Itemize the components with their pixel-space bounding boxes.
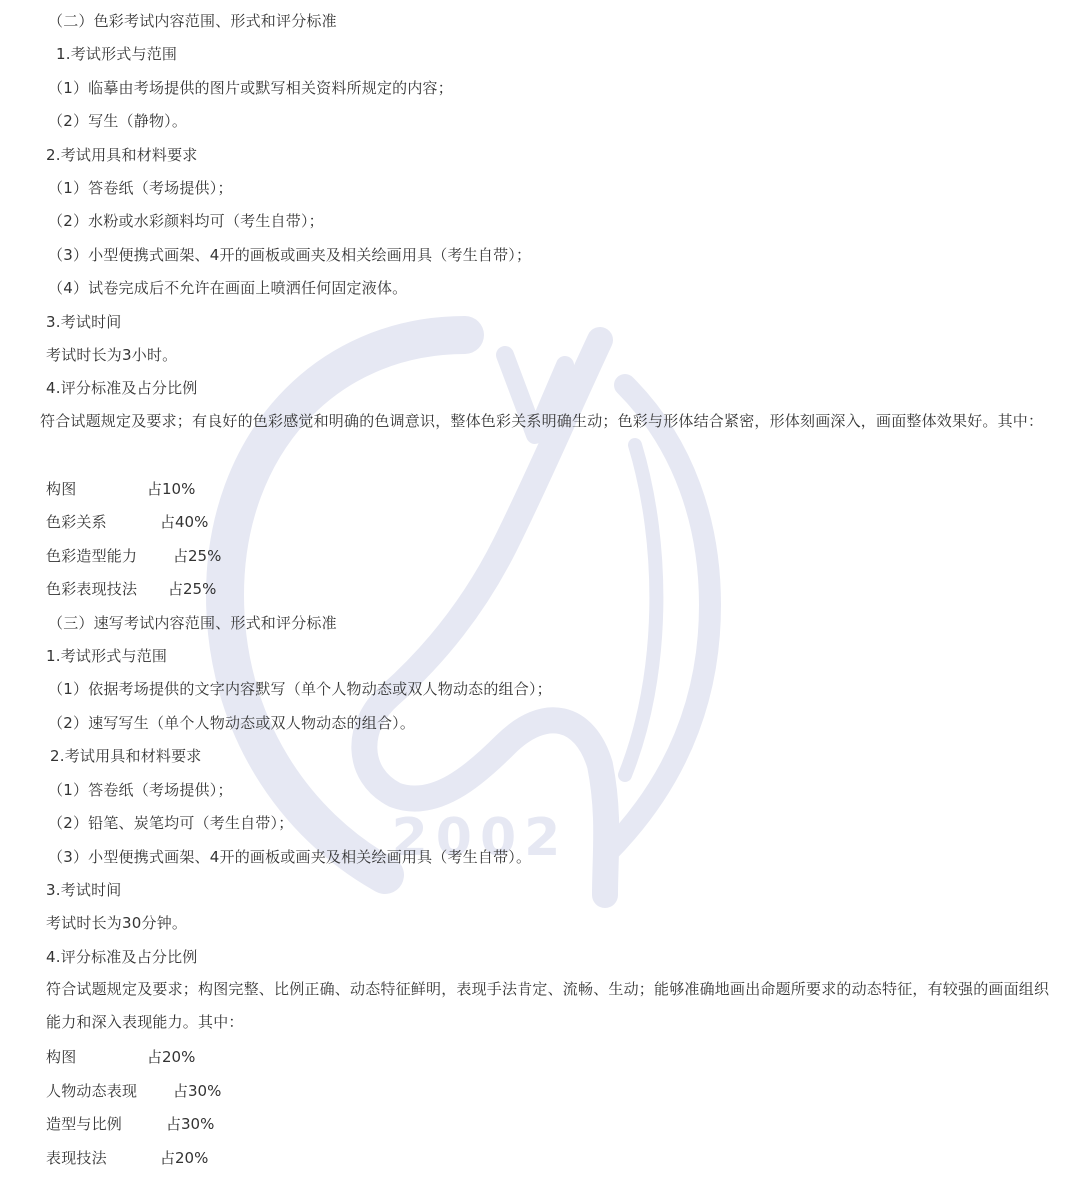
section2-criteria-pct: 占25%: [168, 580, 217, 598]
section3-s1-title: 1.考试形式与范围: [46, 647, 168, 665]
section2-s1-item: （1）临摹由考场提供的图片或默写相关资料所规定的内容；: [48, 79, 453, 97]
section2-s2-item: （3）小型便携式画架、4开的画板或画夹及相关绘画用具（考生自带）；: [48, 246, 532, 264]
section2-criteria-pct: 占25%: [173, 547, 222, 565]
section3-s3-text: 考试时长为30分钟。: [46, 914, 188, 932]
section3-s2-title: 2.考试用具和材料要求: [50, 747, 202, 765]
section2-criteria-name: 色彩关系: [46, 513, 107, 531]
section3-criteria-pct: 占20%: [160, 1149, 209, 1167]
section3-s1-item: （2）速写写生（单个人物动态或双人物动态的组合）。: [48, 714, 416, 732]
section3-s4-paragraph: 符合试题规定及要求；构图完整、比例正确、动态特征鲜明，表现手法肯定、流畅、生动；能够准确地画出命题所要求的动态特征，有较强的画面组织能力和深入表现能力。其中：: [46, 980, 1050, 1031]
section3-s2-item: （1）答卷纸（考场提供）；: [48, 781, 233, 799]
section2-s2-item: （1）答卷纸（考场提供）；: [48, 179, 233, 197]
section3-s2-item: （3）小型便携式画架、4开的画板或画夹及相关绘画用具（考生自带）。: [48, 848, 532, 866]
section2-criteria-name: 色彩造型能力: [46, 547, 138, 565]
section3-criteria-pct: 占30%: [166, 1115, 215, 1133]
section2-criteria-pct: 占40%: [160, 513, 209, 531]
section2-heading: （二）色彩考试内容范围、形式和评分标准: [48, 12, 337, 30]
section2-s1-item: （2）写生（静物）。: [48, 112, 188, 130]
section2-s4-title: 4.评分标准及占分比例: [46, 379, 198, 397]
section3-criteria-pct: 占20%: [147, 1048, 196, 1066]
section3-criteria-name: 构图: [46, 1048, 77, 1066]
section3-s1-item: （1）依据考场提供的文字内容默写（单个人物动态或双人物动态的组合）；: [48, 680, 552, 698]
watermark-year: 2002: [391, 808, 569, 868]
section2-s4-paragraph: 符合试题规定及要求；有良好的色彩感觉和明确的色调意识，整体色彩关系明确生动；色彩与形体结合紧密，形体刻画深入，画面整体效果好。其中：: [40, 412, 1044, 430]
section3-criteria-name: 人物动态表现: [46, 1082, 138, 1100]
section2-s3-text: 考试时长为3小时。: [46, 346, 178, 364]
section3-s4-title: 4.评分标准及占分比例: [46, 948, 198, 966]
section2-criteria-pct: 占10%: [147, 480, 196, 498]
section3-s3-title: 3.考试时间: [46, 881, 122, 899]
section2-criteria-name: 构图: [46, 480, 77, 498]
section3-criteria-pct: 占30%: [173, 1082, 222, 1100]
section2-s2-item: （4）试卷完成后不允许在画面上喷洒任何固定液体。: [48, 279, 408, 297]
section3-s2-item: （2）铅笔、炭笔均可（考生自带）；: [48, 814, 294, 832]
section3-heading: （三）速写考试内容范围、形式和评分标准: [48, 614, 337, 632]
section2-s3-title: 3.考试时间: [46, 313, 122, 331]
section3-criteria-name: 造型与比例: [46, 1115, 123, 1133]
section3-criteria-name: 表现技法: [46, 1149, 107, 1167]
section2-s2-title: 2.考试用具和材料要求: [46, 146, 198, 164]
section2-s1-title: 1.考试形式与范围: [56, 45, 178, 63]
section2-criteria-name: 色彩表现技法: [46, 580, 138, 598]
section2-s2-item: （2）水粉或水彩颜料均可（考生自带）；: [48, 212, 324, 230]
